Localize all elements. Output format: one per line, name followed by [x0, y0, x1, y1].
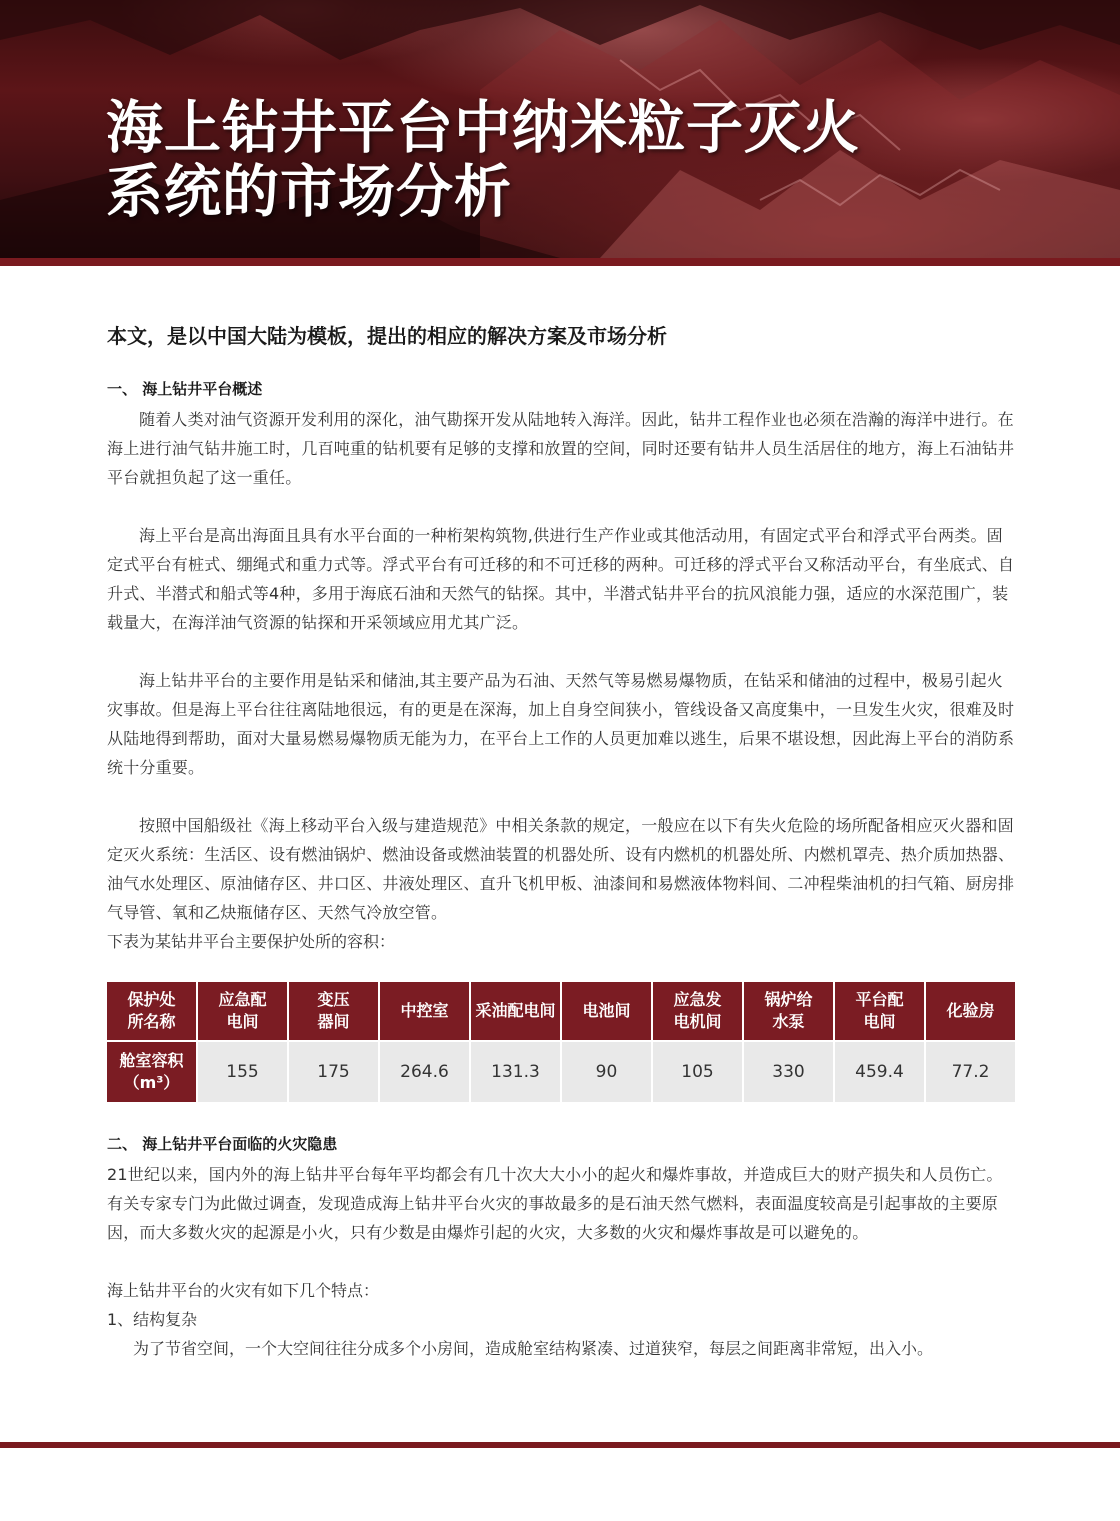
title-line-2: 系统的市场分析: [106, 159, 512, 225]
table-header-row: [107, 982, 1015, 1042]
section-1-paragraph-4: 按照中国船级社《海上移动平台入级与建造规范》中相关条款的规定，一般应在以下有失火危险的场所配备相应灭火器和固定灭火系统：生活区、设有燃油锅炉、燃油设备或燃油装置的机器处所、设有内燃机的机器处所、内燃机罩壳、热介质加热器、油气水处理区、原油储存区、井口区、井液处理区、直升飞机甲板、油漆间和易燃液体物料间、二冲程柴油机的扫气箱、厨房排气导管、氧和乙炔瓶储存区、天然气冷放空管。: [107, 816, 1015, 922]
table-cell: 131.3: [471, 1042, 560, 1102]
section-2-paragraph: 21世纪以来，国内外的海上钻井平台每年平均都会有几十次大大小小的起火和爆炸事故，并造成巨大的财产损失和人员伤亡。有关专家专门为此做过调查，发现造成海上钻井平台火灾的事故最多的是石油天然气燃料，表面温度较高是引起事故的主要原因，而大多数火灾的起源是小火，只有少数是由爆炸引起的火灾，大多数的火灾和爆炸事故是可以避免的。: [107, 1165, 1003, 1242]
table-cell: 105: [653, 1042, 742, 1102]
column-header: 锅炉给 水泵: [744, 982, 833, 1042]
table-cell: 264.6: [380, 1042, 469, 1102]
title-line-1: 海上钻井平台中纳米粒子灭火: [106, 95, 860, 161]
features-intro: 海上钻井平台的火灾有如下几个特点：: [107, 1281, 380, 1300]
page-title: [106, 96, 966, 224]
column-header: 化验房: [926, 982, 1015, 1042]
section-2-heading: 二、 海上钻井平台面临的火灾隐患: [107, 1135, 338, 1153]
footer-divider: [0, 1442, 1120, 1448]
section-1-paragraph-2: 海上平台是高出海面且具有水平台面的一种桁架构筑物,供进行生产作业或其他活动用，有固定式平台和浮式平台两类。固定式平台有桩式、绷绳式和重力式等。浮式平台有可迁移的和不可迁移的两种。可迁移的浮式平台又称活动平台，有坐底式、自升式、半潜式和船式等4种，多用于海底石油和天然气的钻探。其中，半潜式钻井平台的抗风浪能力强，适应的水深范围广，装载量大，在海洋油气资源的钻探和开采领域应用尤其广泛。: [107, 526, 1015, 632]
volume-table: [105, 982, 1017, 1102]
header-divider: [0, 258, 1120, 266]
row-header: 舱室容积 （m³）: [107, 1042, 196, 1102]
feature-1-text: 为了节省空间，一个大空间往往分成多个小房间，造成舱室结构紧凑、过道狭窄，每层之间距离非常短，出入小。: [133, 1339, 934, 1358]
column-header: 平台配 电间: [835, 982, 924, 1042]
header-label-line-1: 保护处: [127, 990, 176, 1009]
column-header: 中控室: [380, 982, 469, 1042]
section-1-paragraph-1: 随着人类对油气资源开发利用的深化，油气勘探开发从陆地转入海洋。因此，钻井工程作业也必须在浩瀚的海洋中进行。在海上进行油气钻井施工时，几百吨重的钻机要有足够的支撑和放置的空间，同时还要有钻井人员生活居住的地方，海上石油钻井平台就担负起了这一重任。: [107, 410, 1015, 487]
table-cell: 77.2: [926, 1042, 1015, 1102]
column-header: 电池间: [562, 982, 651, 1042]
column-header: 变压 器间: [289, 982, 378, 1042]
article-body: [107, 320, 1017, 1363]
table-cell: 155: [198, 1042, 287, 1102]
section-1-heading: 一、 海上钻井平台概述: [107, 380, 263, 398]
table-cell: 175: [289, 1042, 378, 1102]
table-row: [107, 1042, 1015, 1102]
section-1-paragraph-3: 海上钻井平台的主要作用是钻采和储油,其主要产品为石油、天然气等易燃易爆物质，在钻采和储油的过程中，极易引起火灾事故。但是海上平台往往离陆地很远，有的更是在深海，加上自身空间狭小，管线设备又高度集中，一旦发生火灾，很难及时从陆地得到帮助，面对大量易燃易爆物质无能为力，在平台上工作的人员更加难以逃生，后果不堪设想，因此海上平台的消防系统十分重要。: [107, 671, 1015, 777]
table-corner-header: [107, 982, 196, 1042]
header-label-line-2: 所名称: [127, 1012, 176, 1031]
column-header: 采油配电间: [471, 982, 560, 1042]
table-cell: 459.4: [835, 1042, 924, 1102]
column-header: 应急配 电间: [198, 982, 287, 1042]
article-subtitle: 本文，是以中国大陆为模板，提出的相应的解决方案及市场分析: [107, 324, 667, 348]
table-intro: 下表为某钻井平台主要保护处所的容积：: [107, 932, 396, 951]
table-cell: 90: [562, 1042, 651, 1102]
header-banner: [0, 0, 1120, 258]
table-cell: 330: [744, 1042, 833, 1102]
column-header: 应急发 电机间: [653, 982, 742, 1042]
feature-1-title: 1、结构复杂: [107, 1310, 198, 1329]
